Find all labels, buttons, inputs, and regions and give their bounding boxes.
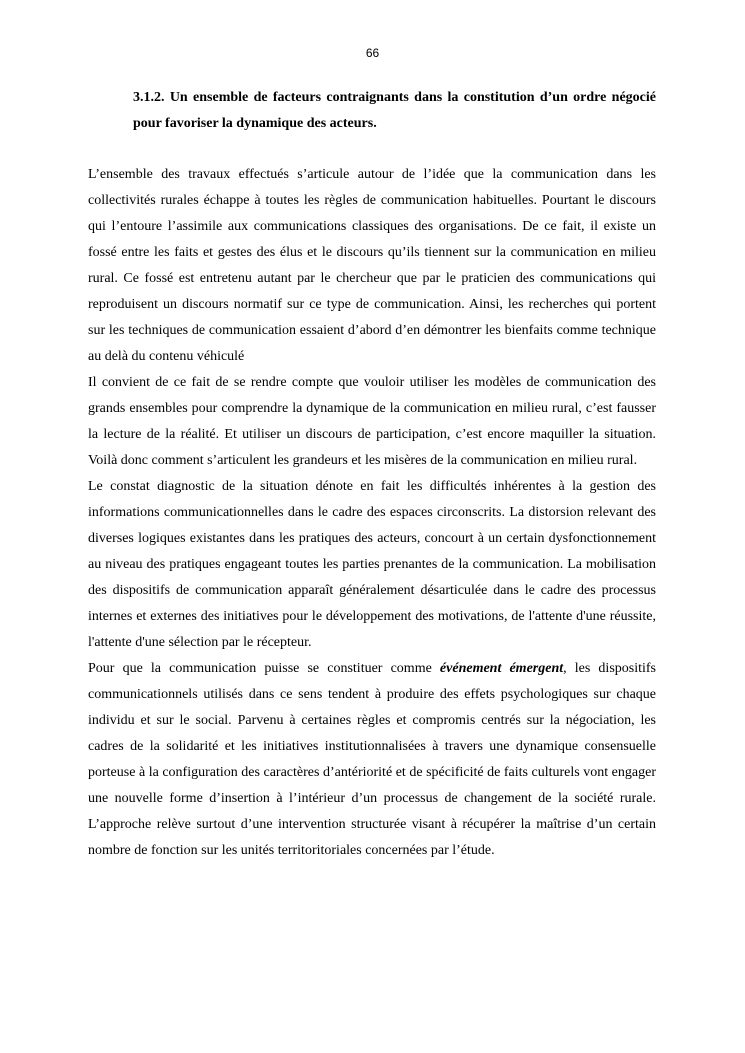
page-number: 66 xyxy=(365,46,380,60)
body-text xyxy=(88,162,656,864)
paragraph-1: L’ensemble des travaux effectués s’articule autour de l’idée que la communication dans les collectivités rurales échappe à toutes les règles de communication habituelles. Pourtant le discours qui l’entoure l’assimile aux communications classiques des organisations. De ce fait, il existe un fossé entre les faits et gestes des élus et le discours qu’ils tiennent sur la communication en milieu rural. Ce fossé est entretenu autant par le chercheur que par le praticien des communications qui reproduisent un discours normatif sur ce type de communication. Ainsi, les recherches qui portent sur les techniques de communication essaient d’abord d’en démontrer les bienfaits comme technique au delà du contenu véhiculé xyxy=(88,167,656,364)
paragraph-2: Il convient de ce fait de se rendre compte que vouloir utiliser les modèles de communication des grands ensembles pour comprendre la dynamique de la communication en milieu rural, c’est fausser la lecture de la réalité. Et utiliser un discours de participation, c’est encore maquiller la situation. Voilà donc comment s’articulent les grandeurs et les misères de la communication en milieu rural. xyxy=(88,375,656,468)
paragraph-4-start: Pour que la communication puisse se constituer comme xyxy=(88,661,440,676)
paragraph-4 xyxy=(88,656,656,864)
emphasized-term: événement émergent xyxy=(439,661,564,676)
section-heading: 3.1.2. Un ensemble de facteurs contraignants dans la constitution d’un ordre négocié pour favoriser la dynamique des acteurs. xyxy=(133,90,656,131)
paragraph-3: Le constat diagnostic de la situation dénote en fait les difficultés inhérentes à la gestion des informations communicationnelles dans le cadre des espaces circonscrits. La distorsion relevant des diverses logiques existantes dans les pratiques des acteurs, concourt à un certain dysfonctionnement au niveau des pratiques engageant toutes les parties prenantes de la communication. La mobilisation des dispositifs de communication apparaît généralement désarticulée dans le cadre des processus internes et externes des initiatives pour le développement des motivations, de l'attente d'une réussite, l'attente d'une sélection par le récepteur. xyxy=(88,479,656,650)
paragraph-4-rest: , les dispositifs communicationnels utilisés dans ce sens tendent à produire des effets psychologiques sur chaque individu et sur le social. Parvenu à certaines règles et compromis centrés sur la négociation, les cadres de la solidarité et les initiatives institutionnalisées à travers une dynamique consensuelle porteuse à la configuration des caractères d’antériorité et de spécificité de faits culturels vont engager une nouvelle forme d’insertion à l’intérieur d’un processus de changement de la société rurale. L’approche relève surtout d’une intervention structurée visant à récupérer la maîtrise d’un certain nombre de fonction sur les unités territoritoriales concernées par l’étude. xyxy=(88,661,656,858)
